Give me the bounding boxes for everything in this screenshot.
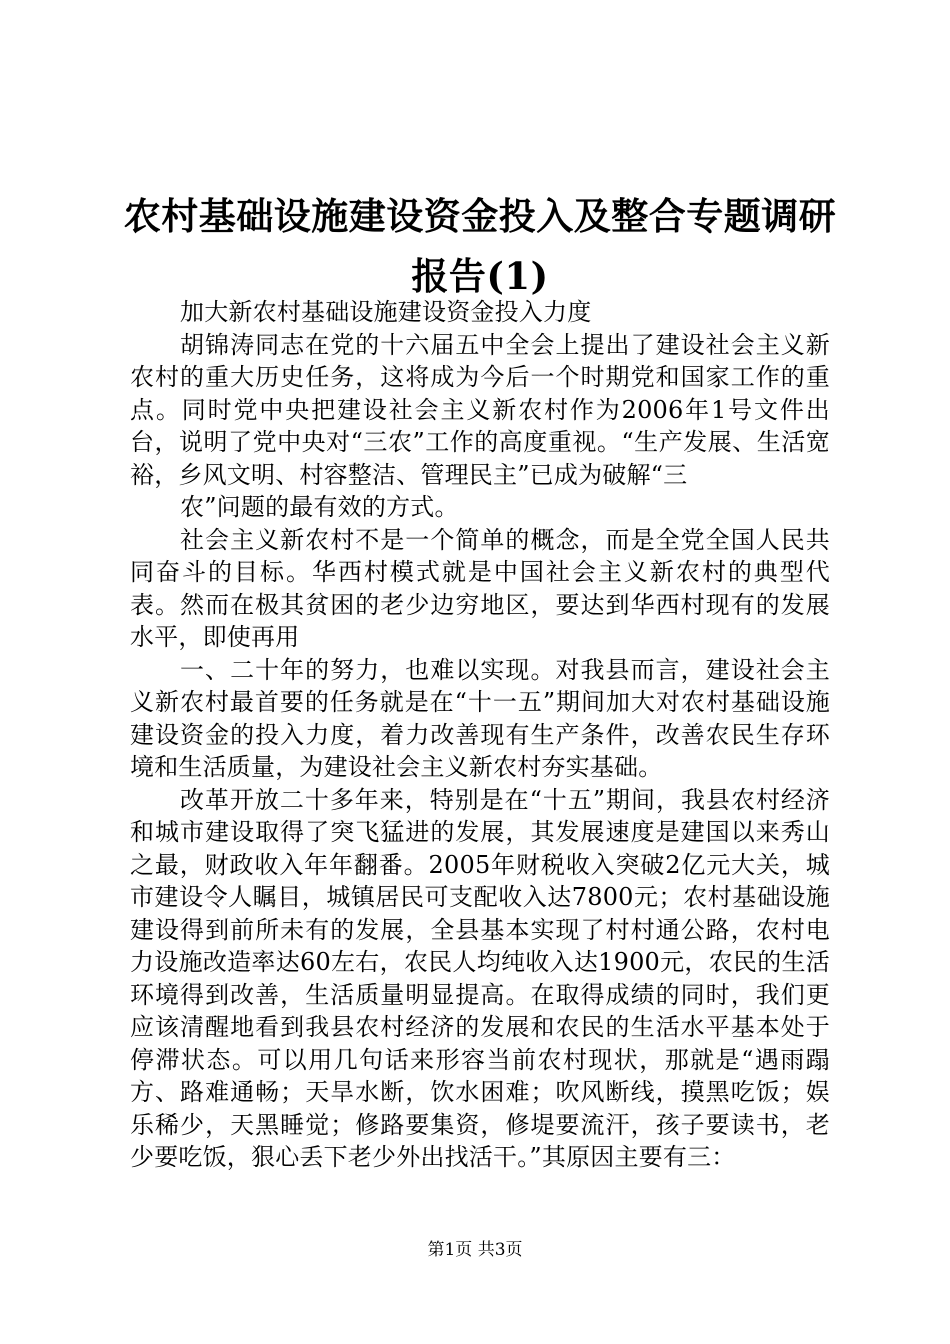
paragraph-2: 农”问题的最有效的方式。 <box>180 493 459 521</box>
paragraph-1: 胡锦涛同志在党的十六届五中全会上提出了建设社会主义新农村的重大历史任务，这将成为今后一个时期党和国家工作的重点。同时党中央把建设社会主义新农村作为2006年1号文件出台，说明了党中央对“三农”工作的高度重视。“生产发展、生活宽裕，乡风文明、村容整洁、管理民主”已成为破解“三 <box>130 330 830 489</box>
page-number-label: 第1页 共3页 <box>427 1240 523 1260</box>
paragraph-3: 社会主义新农村不是一个简单的概念，而是全党全国人民共同奋斗的目标。华西村模式就是中国社会主义新农村的典型代表。然而在极其贫困的老少边穷地区，要达到华西村现有的发展水平，即使再用 <box>130 525 830 651</box>
page-footer <box>0 1238 950 1262</box>
document-body <box>130 296 830 1174</box>
paragraph-4: 一、二十年的努力，也难以实现。对我县而言，建设社会主义新农村最首要的任务就是在“十一五”期间加大对农村基础设施建设资金的投入力度，着力改善现有生产条件，改善农民生存环境和生活质量，为建设社会主义新农村夯实基础。 <box>130 655 830 781</box>
paragraph-5: 改革开放二十多年来，特别是在“十五”期间，我县农村经济和城市建设取得了突飞猛进的发展，其发展速度是建国以来秀山之最，财政收入年年翻番。2005年财税收入突破2亿元大关，城市建设令人瞩目，城镇居民可支配收入达7800元；农村基础设施建设得到前所未有的发展，全县基本实现了村村通公路，农村电力设施改造率达60左右，农民人均纯收入达1900元，农民的生活环境得到改善，生活质量明显提高。在取得成绩的同时，我们更应该清醒地看到我县农村经济的发展和农民的生活水平基本处于停滞状态。可以用几句话来形容当前农村现状，那就是“遇雨蹋方、路难通畅；天旱水断，饮水困难；吹风断线，摸黑吃饭；娱乐稀少，天黑睡觉；修路要集资，修堤要流汗，孩子要读书，老少要吃饭，狠心丢下老少外出找活干。”其原因主要有三： <box>130 785 830 1171</box>
section-heading: 加大新农村基础设施建设资金投入力度 <box>180 298 592 326</box>
document-title: 农村基础设施建设资金投入及整合专题调研报告(1) <box>123 194 837 298</box>
